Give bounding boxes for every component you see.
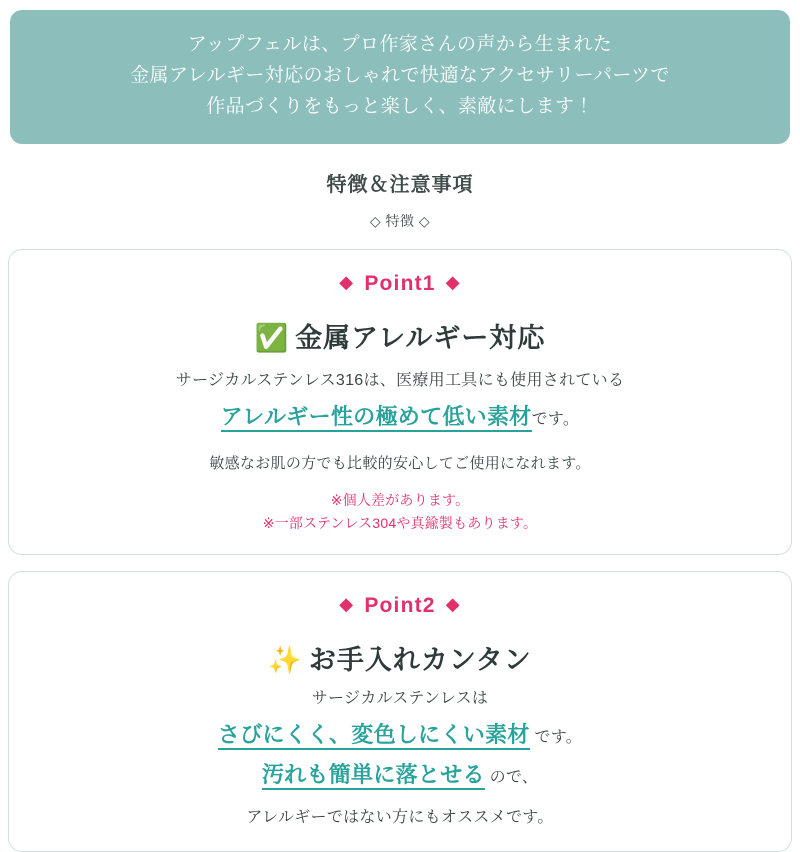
point-1-note-2: ※一部ステンレス304や真鍮製もあります。 <box>262 514 538 531</box>
point-title-2-text: お手入れカンタン <box>308 645 532 676</box>
diamond-icon-left: ◆ <box>339 594 355 615</box>
diamond-icon-right: ◆ <box>445 272 461 293</box>
point-2-highlight-1: さびにくく、変色しにくい素材 <box>218 722 530 750</box>
point-1-highlight-suffix: です。 <box>531 411 580 429</box>
section-heading: 特徴＆注意事項 <box>326 174 474 197</box>
point-label-1 <box>27 272 773 296</box>
diamond-icon-left: ◆ <box>339 272 355 293</box>
diamond-icon-right: ◆ <box>445 594 461 615</box>
intro-banner-line-3: 作品づくりをもっと楽しく、素敵にします！ <box>206 95 594 117</box>
point-title-1 <box>27 316 773 355</box>
point-2-highlight-2-suffix: ので、 <box>489 769 539 787</box>
point-label-2-text: Point2 <box>364 594 436 618</box>
intro-banner-line-2: 金属アレルギー対応のおしゃれで快適なアクセサリーパーツで <box>130 64 670 86</box>
point-2-body-line-4: アレルギーではない方にもオススメです。 <box>246 809 554 827</box>
point-2-highlight-2: 汚れも簡単に落とせる <box>262 762 485 790</box>
check-mark-icon: ✅ <box>254 323 290 354</box>
point-label-1-text: Point1 <box>364 272 436 296</box>
point-2-highlight-1-suffix: です。 <box>534 729 583 747</box>
point-title-1-text: 金属アレルギー対応 <box>295 323 546 354</box>
point-2-body-line-1: サージカルステンレスは <box>311 690 489 708</box>
point-2-body-line-2 <box>27 718 773 752</box>
point-1-note-1: ※個人差があります。 <box>330 492 470 509</box>
point-1-body-line-2 <box>27 400 773 434</box>
point-1-body-line-3: 敏感なお肌の方でも比較的安心してご使用になれます。 <box>209 455 591 473</box>
sparkles-icon: ✨ <box>268 645 303 676</box>
point-card-2 <box>8 571 792 852</box>
point-2-body-line-3 <box>27 758 773 792</box>
section-subheading: ◇ 特徴 ◇ <box>369 213 431 230</box>
point-1-body-line-1: サージカルステンレス316は、医療用工具にも使用されている <box>175 372 625 390</box>
point-label-2 <box>27 594 773 618</box>
intro-banner-line-1: アップフェルは、プロ作家さんの声から生まれた <box>187 34 613 55</box>
point-title-2 <box>27 638 773 677</box>
intro-banner <box>10 10 790 144</box>
product-description-page <box>0 10 800 827</box>
point-card-1 <box>8 249 792 555</box>
point-1-highlight: アレルギー性の極めて低い素材 <box>221 404 532 432</box>
